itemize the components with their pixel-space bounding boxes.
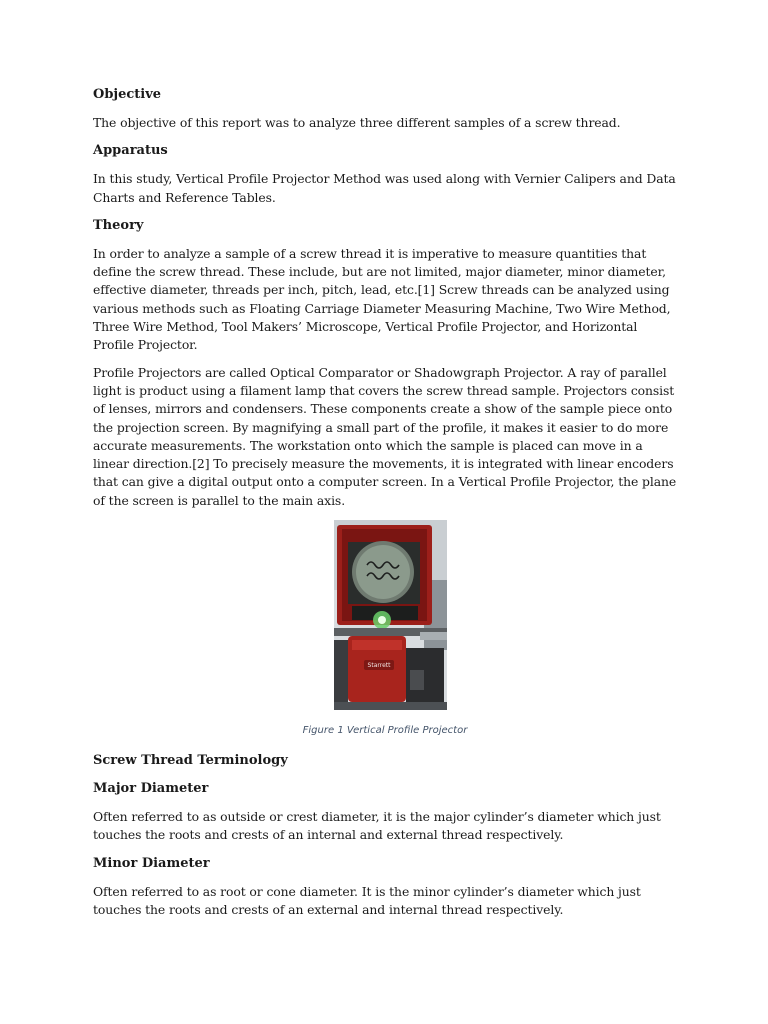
terminology-heading: Screw Thread Terminology <box>93 753 288 769</box>
minor-diameter-heading: Minor Diameter <box>93 855 210 871</box>
apparatus-heading: Apparatus <box>93 143 168 159</box>
theory-paragraph-2: Profile Projectors are called Optical Comparator or Shadowgraph Projector. A ray of parallel light is product using a filament lamp that covers the screw thread sample. Projectors consist of lenses, mirrors and condensers. These components create a show of the sample piece onto the projection screen. By magnifying a small part of the profile, it makes it easier to do more accurate measurements. The workstation onto which the sample is placed can move in a linear direction.[2] To precisely measure the movements, it is integrated with linear encoders that can give a digital output onto a computer screen. In a Vertical Profile Projector, the plane of the screen is parallel to the main axis. <box>93 364 677 508</box>
major-diameter-heading: Major Diameter <box>93 781 209 797</box>
objective-text: The objective of this report was to analyze three different samples of a screw thread. <box>93 115 621 130</box>
major-diameter-text: Often referred to as outside or crest diameter, it is the major cylinder’s diameter which just touches the roots and crests of an internal and external thread respectively. <box>93 809 661 843</box>
theory-paragraph-1: In order to analyze a sample of a screw thread it is imperative to measure quantities that define the screw thread. These include, but are not limited, major diameter, minor diameter, effective diameter, threads per inch, pitch, lead, etc.[1] Screw threads can be analyzed using various methods such as Floating Carriage Diameter Measuring Machine, Two Wire Method, Three Wire Method, Tool Makers’ Microscope, Vertical Profile Projector, and Horizontal Profile Projector. <box>93 245 671 353</box>
brand-logo: Starrett <box>367 662 390 670</box>
profile-projector-photo <box>334 520 447 710</box>
apparatus-text: In this study, Vertical Profile Projector Method was used along with Vernier Calipers and Data Charts and Reference Tables. <box>93 171 676 205</box>
theory-heading: Theory <box>93 217 144 233</box>
document-body <box>93 86 677 919</box>
objective-heading: Objective <box>93 87 162 102</box>
figure-1 <box>93 520 677 738</box>
figure-caption: Figure 1 Vertical Profile Projector <box>302 725 468 737</box>
minor-diameter-text: Often referred to as root or cone diameter. It is the minor cylinder’s diameter which just touches the roots and crests of an external and internal thread respectively. <box>93 883 641 917</box>
projector-illustration <box>334 520 447 710</box>
